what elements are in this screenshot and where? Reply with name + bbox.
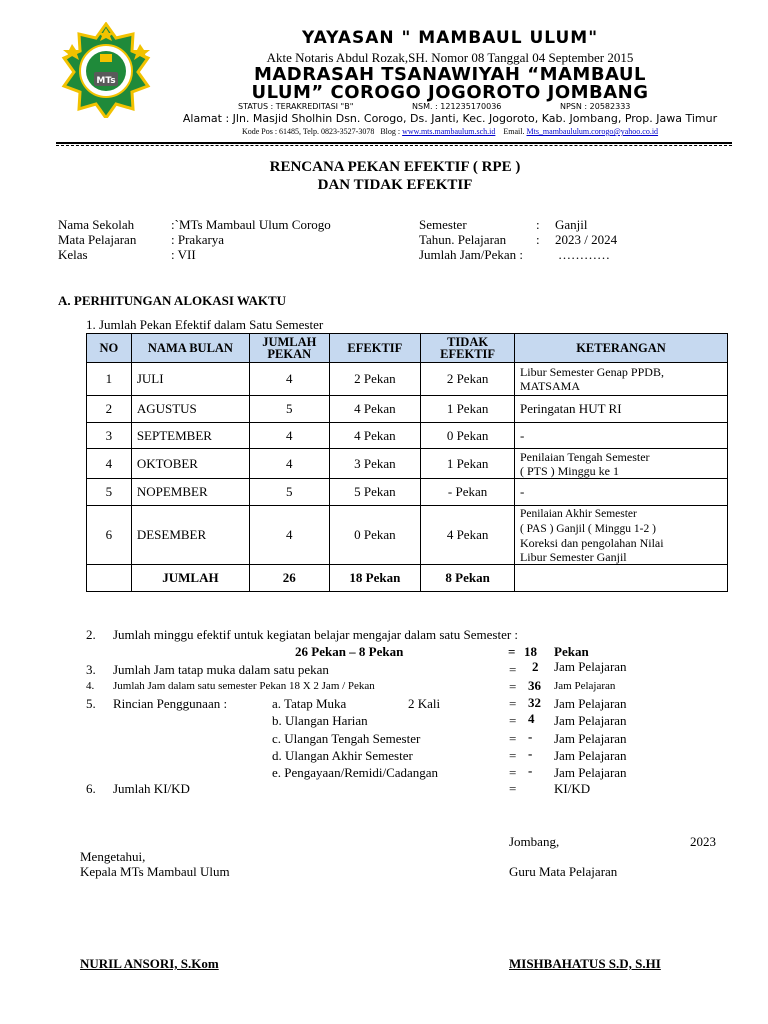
row-efektif: 5 Pekan: [329, 479, 421, 506]
row-tidak: - Pekan: [421, 479, 515, 506]
table-header-row: [87, 334, 728, 363]
row-ket: Penilaian Tengah Semester ( PTS ) Minggu ke 1: [514, 449, 727, 479]
blog-label: Blog :: [380, 127, 403, 136]
item3-no: 3.: [86, 662, 96, 677]
row-ket: -: [514, 423, 727, 449]
item4-no: 4.: [86, 680, 95, 692]
jam-pekan-value: …………: [558, 247, 610, 262]
table-row: [87, 396, 728, 423]
row-bulan: AGUSTUS: [131, 396, 249, 423]
sub-a-kali: 2 Kali: [408, 696, 441, 711]
sub-c: c. Ulangan Tengah Semester: [272, 731, 421, 746]
row-jumlah: 4: [250, 506, 329, 565]
madrasah-name-line1: MADRASAH TSANAWIYAH “MAMBAUL: [253, 64, 647, 85]
guru-name: MISHBAHATUS S.D, S.HI: [509, 956, 661, 971]
row-no: 4: [87, 449, 132, 479]
mengetahui: Mengetahui,: [80, 849, 146, 864]
item4-val: 36: [528, 678, 541, 693]
doc-title-line1: RENCANA PEKAN EFEKTIF ( RPE ): [269, 159, 521, 175]
row-efektif: 4 Pekan: [329, 396, 421, 423]
total-jumlah: 26: [250, 565, 329, 592]
row-bulan: NOPEMBER: [131, 479, 249, 506]
row-jumlah: 5: [250, 479, 329, 506]
sub-b-eq: =: [509, 713, 517, 728]
row-tidak: 2 Pekan: [421, 363, 515, 396]
rpe-table: [86, 333, 728, 592]
row-tidak: 0 Pekan: [421, 423, 515, 449]
row-no: 2: [87, 396, 132, 423]
item6-eq: =: [509, 781, 517, 796]
formula-val: 18: [524, 644, 537, 659]
item2-text: Jumlah minggu efektif untuk kegiatan belajar mengajar dalam satu Semester :: [113, 627, 519, 642]
header-rule-dashed: [56, 145, 732, 146]
table-row: [87, 423, 728, 449]
akte-notaris: Akte Notaris Abdul Rozak,SH. Nomor 08 Tanggal 04 September 2015: [266, 50, 634, 65]
row-ket: Penilaian Akhir Semester ( PAS ) Ganjil ( Minggu 1-2 ) Koreksi dan pengolahan Nilai Libur Semester Ganjil: [514, 506, 727, 565]
table-row: [87, 479, 728, 506]
col-no: NO: [87, 334, 132, 363]
logo-text: MTs: [96, 76, 116, 86]
row-no: 1: [87, 363, 132, 396]
guru-title: Guru Mata Pelajaran: [509, 864, 618, 879]
sub-b-val: 4: [528, 711, 535, 726]
row-efektif: 0 Pekan: [329, 506, 421, 565]
yayasan-title: YAYASAN " MAMBAUL ULUM": [301, 28, 599, 48]
formula: 26 Pekan – 8 Pekan: [295, 644, 404, 659]
total-tidak: 8 Pekan: [421, 565, 515, 592]
row-bulan: DESEMBER: [131, 506, 249, 565]
sub-e: e. Pengayaan/Remidi/Cadangan: [272, 765, 439, 780]
blog-link[interactable]: www.mts.mambaulum.sch.id: [402, 127, 496, 136]
section-a-title: A. PERHITUNGAN ALOKASI WAKTU: [58, 293, 287, 308]
mapel-value: : Prakarya: [171, 232, 225, 247]
madrasah-name-line2: ULUM” COROGO JOGOROTO JOMBANG: [251, 82, 649, 103]
row-tidak: 4 Pekan: [421, 506, 515, 565]
sign-year: 2023: [690, 834, 716, 849]
row-tidak: 1 Pekan: [421, 449, 515, 479]
status-akreditasi: STATUS : TERAKREDITASI "B": [238, 102, 354, 111]
kepala-name: NURIL ANSORI, S.Kom: [80, 956, 219, 971]
sub-d-eq: =: [509, 748, 517, 763]
sub-c-unit: Jam Pelajaran: [554, 731, 627, 746]
sub-d-unit: Jam Pelajaran: [554, 748, 627, 763]
tahun-value: 2023 / 2024: [555, 232, 618, 247]
sub-e-val: -: [528, 763, 533, 778]
section-a-item1: 1. Jumlah Pekan Efektif dalam Satu Semester: [86, 317, 324, 332]
tahun-label: Tahun. Pelajaran: [419, 232, 507, 247]
sub-d-val: -: [528, 746, 533, 761]
header-rule: [56, 142, 732, 144]
item6-unit: KI/KD: [554, 781, 591, 796]
item3-text: Jumlah Jam tatap muka dalam satu pekan: [113, 662, 329, 677]
row-efektif: 4 Pekan: [329, 423, 421, 449]
row-no: 6: [87, 506, 132, 565]
kode-pos: Kode Pos : 61485, Telp. 0823-3527-3078: [241, 127, 375, 136]
col-tidak-efektif: TIDAK EFEKTIF: [421, 334, 515, 363]
tahun-colon: :: [536, 232, 540, 247]
total-label: JUMLAH: [131, 565, 249, 592]
row-jumlah: 4: [250, 363, 329, 396]
email-label: Email.: [503, 127, 527, 136]
semester-colon: :: [536, 217, 540, 232]
kelas-value: : VII: [171, 247, 196, 262]
email-link[interactable]: Mts_mambaululum.corogo@yahoo.co.id: [526, 127, 659, 136]
row-jumlah: 4: [250, 423, 329, 449]
row-tidak: 1 Pekan: [421, 396, 515, 423]
row-bulan: OKTOBER: [131, 449, 249, 479]
row-jumlah: 5: [250, 396, 329, 423]
sub-c-val: -: [528, 729, 533, 744]
item2-no: 2.: [86, 627, 96, 642]
sub-e-unit: Jam Pelajaran: [554, 765, 627, 780]
mapel-label: Mata Pelajaran: [58, 232, 137, 247]
table-row: [87, 506, 728, 565]
row-jumlah: 4: [250, 449, 329, 479]
total-ket: [514, 565, 727, 592]
row-bulan: SEPTEMBER: [131, 423, 249, 449]
item3-unit: Jam Pelajaran: [554, 659, 627, 674]
sub-b: b. Ulangan Harian: [272, 713, 368, 728]
jam-pekan-label: Jumlah Jam/Pekan :: [419, 247, 523, 262]
sub-b-unit: Jam Pelajaran: [554, 713, 627, 728]
nama-sekolah-label: Nama Sekolah: [58, 217, 135, 232]
table-total-row: [87, 565, 728, 592]
sub-d: d. Ulangan Akhir Semester: [272, 748, 413, 763]
sub-a: a. Tatap Muka: [272, 696, 347, 711]
row-efektif: 3 Pekan: [329, 449, 421, 479]
sub-c-eq: =: [509, 731, 517, 746]
contact-line: [150, 127, 750, 136]
row-ket: Libur Semester Genap PPDB, MATSAMA: [514, 363, 727, 396]
sign-place: Jombang,: [509, 834, 560, 849]
row-no: 3: [87, 423, 132, 449]
sub-a-val: 32: [528, 695, 541, 710]
row-efektif: 2 Pekan: [329, 363, 421, 396]
total-blank: [87, 565, 132, 592]
item3-eq: =: [509, 662, 517, 677]
col-bulan: NAMA BULAN: [131, 334, 249, 363]
col-jumlah: JUMLAH PEKAN: [250, 334, 329, 363]
nama-sekolah-value: :`MTs Mambaul Ulum Corogo: [171, 217, 331, 232]
school-logo: [58, 22, 154, 118]
item4-text: Jumlah Jam dalam satu semester Pekan 18 X 2 Jam / Pekan: [113, 680, 375, 692]
item6-text: Jumlah KI/KD: [113, 781, 190, 796]
formula-unit: Pekan: [554, 644, 589, 659]
kepala-title: Kepala MTs Mambaul Ulum: [80, 864, 230, 879]
alamat: Alamat : Jln. Masjid Sholhin Dsn. Corogo, Ds. Janti, Kec. Jogoroto, Kab. Jombang, Prop. Jawa Timur: [182, 112, 718, 125]
npsn: NPSN : 20582333: [560, 102, 631, 111]
row-ket: -: [514, 479, 727, 506]
semester-value: Ganjil: [555, 217, 588, 232]
nsm: NSM. : 121235170036: [412, 102, 502, 111]
doc-title-line2: DAN TIDAK EFEKTIF: [317, 177, 473, 193]
item3-val: 2: [532, 659, 539, 674]
total-efektif: 18 Pekan: [329, 565, 421, 592]
kelas-label: Kelas: [58, 247, 88, 262]
col-keterangan: KETERANGAN: [514, 334, 727, 363]
col-efektif: EFEKTIF: [329, 334, 421, 363]
item6-no: 6.: [86, 781, 96, 796]
table-row: [87, 363, 728, 396]
sub-a-eq: =: [509, 696, 517, 711]
table-row: [87, 449, 728, 479]
item5-no: 5.: [86, 696, 96, 711]
sub-a-unit: Jam Pelajaran: [554, 696, 627, 711]
semester-label: Semester: [419, 217, 467, 232]
item4-unit: Jam Pelajaran: [554, 680, 616, 692]
sub-e-eq: =: [509, 765, 517, 780]
row-no: 5: [87, 479, 132, 506]
row-ket: Peringatan HUT RI: [514, 396, 727, 423]
item5-text: Rincian Penggunaan :: [113, 696, 228, 711]
formula-eq: =: [508, 644, 516, 659]
row-bulan: JULI: [131, 363, 249, 396]
item4-eq: =: [509, 679, 517, 694]
